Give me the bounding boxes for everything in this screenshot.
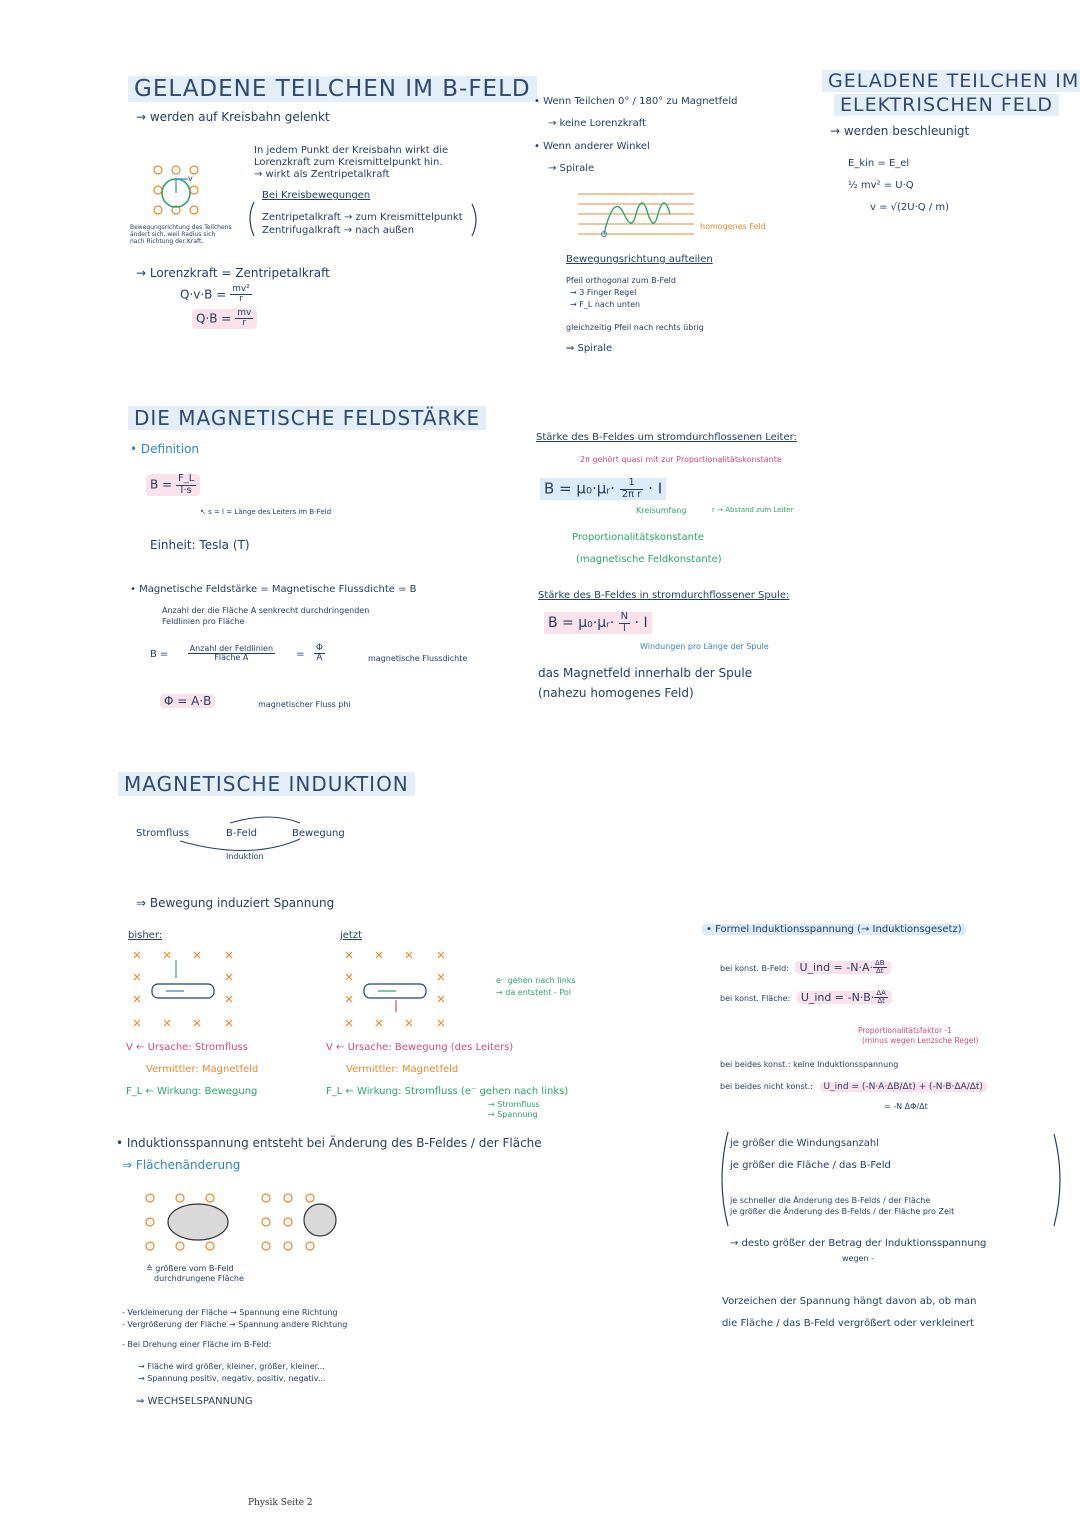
s1-text-3: → wirkt als Zentripetalkraft: [254, 169, 390, 180]
s1-kreis-heading: Bei Kreisbewegungen: [262, 190, 371, 201]
s2-b2: → 3 Finger Regel: [570, 288, 637, 297]
s6-v1: - Verkleinerung der Fläche → Spannung eine Richtung: [122, 1308, 338, 1317]
s5-magnetfeld-1: das Magnetfeld innerhalb der Spule: [538, 666, 753, 680]
s2-line-1: • Wenn Teilchen 0° / 180° zu Magnetfeld: [534, 96, 738, 107]
s6-right-4: → Stromfluss: [488, 1100, 540, 1109]
s1-zentripetal: Zentripetalkraft → zum Kreismittelpunkt: [262, 212, 463, 223]
s2-aufteilen: Bewegungsrichtung aufteilen: [566, 254, 713, 265]
s6-v2: - Vergrößerung der Fläche → Spannung andere Richtung: [122, 1320, 348, 1329]
section-title-e-feld-2: ELEKTRISCHEN FELD: [834, 94, 1059, 116]
s6-pol: → da entsteht - Pol: [496, 988, 571, 997]
s1-text-2: Lorenzkraft zum Kreismittelpunkt hin.: [254, 157, 443, 168]
s2-b5: ⇒ Spirale: [566, 343, 613, 354]
s6-v3: - Bei Drehung einer Fläche im B-Feld:: [122, 1340, 272, 1349]
s6-v5: → Spannung positiv, negativ, positiv, negativ...: [138, 1374, 326, 1383]
cycle-induktion: Induktion: [226, 852, 264, 861]
s6-right-2: Vermittler: Magnetfeld: [346, 1064, 459, 1075]
s7-j5: → desto größer der Betrag der Induktionsspannung: [730, 1238, 987, 1249]
s5-note-1: 2π gehört quasi mit zur Proportionalitätskonstante: [580, 455, 782, 464]
jetzt-diagram: [342, 948, 462, 1030]
s2-line-3: • Wenn anderer Winkel: [534, 141, 650, 152]
s6-groessere-1: ≙ größere vom B-Feld: [146, 1264, 234, 1273]
s6-jetzt: jetzt: [340, 930, 363, 941]
section-title-feldstaerke: DIE MAGNETISCHE FELDSTÄRKE: [128, 406, 486, 430]
section-title-e-feld-1: GELADENE TEILCHEN IM: [822, 70, 1080, 92]
s6-left-3: F_L ← Wirkung: Bewegung: [126, 1086, 258, 1097]
s6-v6: ⇒ WECHSELSPANNUNG: [136, 1396, 253, 1407]
s5-prop: Proportionalitätskonstante: [572, 532, 705, 543]
s2-b1: Pfeil orthogonal zum B-Feld: [566, 276, 676, 285]
s3-eq-1: E_kin = E_el: [848, 158, 910, 169]
s7-j6: wegen -: [842, 1254, 874, 1263]
section-title-induktion: MAGNETISCHE INDUKTION: [118, 772, 415, 796]
s5-heading-2: Stärke des B-Feldes in stromdurchflossener Spule:: [538, 590, 790, 601]
s5-heading-1: Stärke des B-Feldes um stromdurchflossenen Leiter:: [536, 432, 797, 443]
s5-magnetfeld-2: (nahezu homogenes Feld): [538, 686, 694, 700]
s3-subtitle: → werden beschleunigt: [830, 124, 970, 138]
s5-abstand: r → Abstand zum Leiter: [712, 506, 794, 514]
s7-r4: bei beides nicht konst.: U_ind = (-N·A·ΔB/Δt) + (-N·B·ΔA/Δt): [720, 1082, 987, 1092]
s6-v4: → Fläche wird größer, kleiner, größer, kleiner...: [138, 1362, 325, 1371]
s6-right-5: → Spannung: [488, 1110, 538, 1119]
cycle-bfeld: B-Feld: [226, 828, 257, 839]
s3-eq-3: v = √(2U·Q / m): [870, 202, 950, 213]
page-footer: Physik Seite 2: [248, 1498, 313, 1508]
s7-j3: je schneller die Änderung des B-Felds / der Fläche: [730, 1196, 931, 1205]
s1-zentrifugal: Zentrifugalkraft → nach außen: [262, 225, 415, 236]
s4-mfd-label: magnetische Flussdichte: [368, 654, 468, 663]
kreis-brackets: [244, 200, 484, 240]
s7-pf-2: (minus wegen Lenzsche Regel): [862, 1036, 979, 1045]
s6-groessere-2: durchdrungene Fläche: [154, 1274, 244, 1283]
s7-r3: bei beides konst.: keine Induktionsspannung: [720, 1060, 899, 1069]
diagram-note-2: ändert sich, weil Radius sich: [130, 231, 216, 238]
s4-fluss-label: magnetischer Fluss phi: [258, 700, 351, 709]
s4-length-note: ↖ s = l = Länge des Leiters im B-Feld: [200, 508, 332, 516]
s6-bewegung-induziert: ⇒ Bewegung induziert Spannung: [136, 896, 335, 910]
diagram-note-3: nach Richtung der Kraft.: [130, 238, 204, 245]
cycle-arrows: [170, 815, 330, 865]
s2-b3: → F_L nach unten: [570, 300, 641, 309]
s2-line-2: → keine Lorenzkraft: [548, 118, 647, 129]
s1-text-1: In jedem Punkt der Kreisbahn wirkt die: [254, 145, 449, 156]
flaeche-diagram: [140, 1190, 360, 1256]
v-label: v: [188, 174, 193, 183]
s7-r1: bei konst. B-Feld: U_ind = -N·A· $\frac{\Delta B}{\Delta t}$: [720, 960, 891, 976]
s6-left-2: Vermittler: Magnetfeld: [146, 1064, 259, 1075]
s4-formula-b: B = $\frac{F\_L}{I\cdot s}$: [146, 474, 200, 496]
s4-phi-formula: Φ = A·B: [160, 694, 215, 708]
bisher-diagram: [130, 948, 250, 1030]
s6-bisher: bisher:: [128, 930, 163, 941]
s4-definition: • Definition: [130, 442, 199, 456]
s7-j1: je größer die Windungsanzahl: [730, 1138, 879, 1149]
s2-b4: gleichzeitig Pfeil nach rechts übrig: [566, 323, 704, 332]
s4-einheit: Einheit: Tesla (T): [150, 538, 250, 552]
diagram-note-1: Bewegungsrichtung des Teilchens: [130, 224, 232, 231]
s7-pf-1: Proportionalitätsfaktor -1: [858, 1026, 952, 1035]
cycle-stromfluss: Stromfluss: [136, 828, 190, 839]
s6-right-3: F_L ← Wirkung: Stromfluss (e⁻ gehen nach links): [326, 1086, 569, 1097]
s5-formula-2: B = μ₀·μᵣ· $\frac{N}{l}$ · I: [544, 612, 652, 634]
s5-formula-1: B = μ₀·μᵣ· $\frac{1}{\text{2π r}}$ · I: [540, 478, 666, 500]
s5-feldkonst: (magnetische Feldkonstante): [576, 554, 722, 565]
s1-formula-3: Q·B = $\frac{mv}{r}$: [192, 309, 257, 329]
s6-ind-1: • Induktionsspannung entsteht bei Änderung des B-Feldes / der Fläche: [116, 1136, 542, 1150]
s3-eq-2: ½ mv² = U·Q: [848, 180, 914, 191]
s6-e-links: e⁻ gehen nach links: [496, 976, 576, 985]
s7-heading: • Formel Induktionsspannung (→ Induktionsgesetz): [702, 924, 966, 935]
homogenes-feld-label: homogenes Feld: [700, 222, 766, 231]
s6-left-1: V ← Ursache: Stromfluss: [126, 1042, 248, 1053]
s7-vz-2: die Fläche / das B-Feld vergrößert oder verkleinert: [722, 1318, 974, 1329]
s6-ind-2: ⇒ Flächenänderung: [122, 1158, 241, 1172]
s7-j2: je größer die Fläche / das B-Feld: [730, 1160, 891, 1171]
s1-formula-2: Q·v·B = $\frac{\text{mv²}}{r}$: [180, 284, 250, 305]
cycle-bewegung: Bewegung: [292, 828, 345, 839]
s5-windungen: Windungen pro Länge der Spule: [640, 642, 769, 651]
s4-fl-line-2: Anzahl der die Fläche A senkrecht durchdringenden: [162, 606, 370, 615]
s7-vz-1: Vorzeichen der Spannung hängt davon ab, ob man: [722, 1296, 977, 1307]
section-title-b-feld: GELADENE TEILCHEN IM B-FELD: [128, 76, 537, 102]
s1-subtitle: → werden auf Kreisbahn gelenkt: [136, 110, 330, 124]
s5-kreisumfang: Kreisumfang: [636, 506, 687, 515]
spirale-diagram: [574, 188, 704, 240]
s4-fl-line-3: Feldlinien pro Fläche: [162, 617, 245, 626]
s7-r4-g: = -N ΔΦ/Δt: [884, 1102, 928, 1111]
s7-j4: je größer die Änderung des B-Felds / der Fläche pro Zeit: [730, 1207, 955, 1216]
s1-formula-1: → Lorenzkraft = Zentripetalkraft: [136, 266, 330, 280]
s7-r2: bei konst. Fläche: U_ind = -N·B· $\frac{\Delta A}{\Delta t}$: [720, 990, 892, 1006]
s2-line-4: → Spirale: [548, 163, 595, 174]
s4-formula-b2: B = $\frac{\text{Anzahl der Feldlinien}}{\text{Fläche A}}$ = $\frac{\Phi}{A}$: [150, 643, 323, 664]
s4-flussdichte: • Magnetische Feldstärke = Magnetische Flussdichte = B: [130, 584, 417, 595]
s6-right-1: V ← Ursache: Bewegung (des Leiters): [326, 1042, 514, 1053]
